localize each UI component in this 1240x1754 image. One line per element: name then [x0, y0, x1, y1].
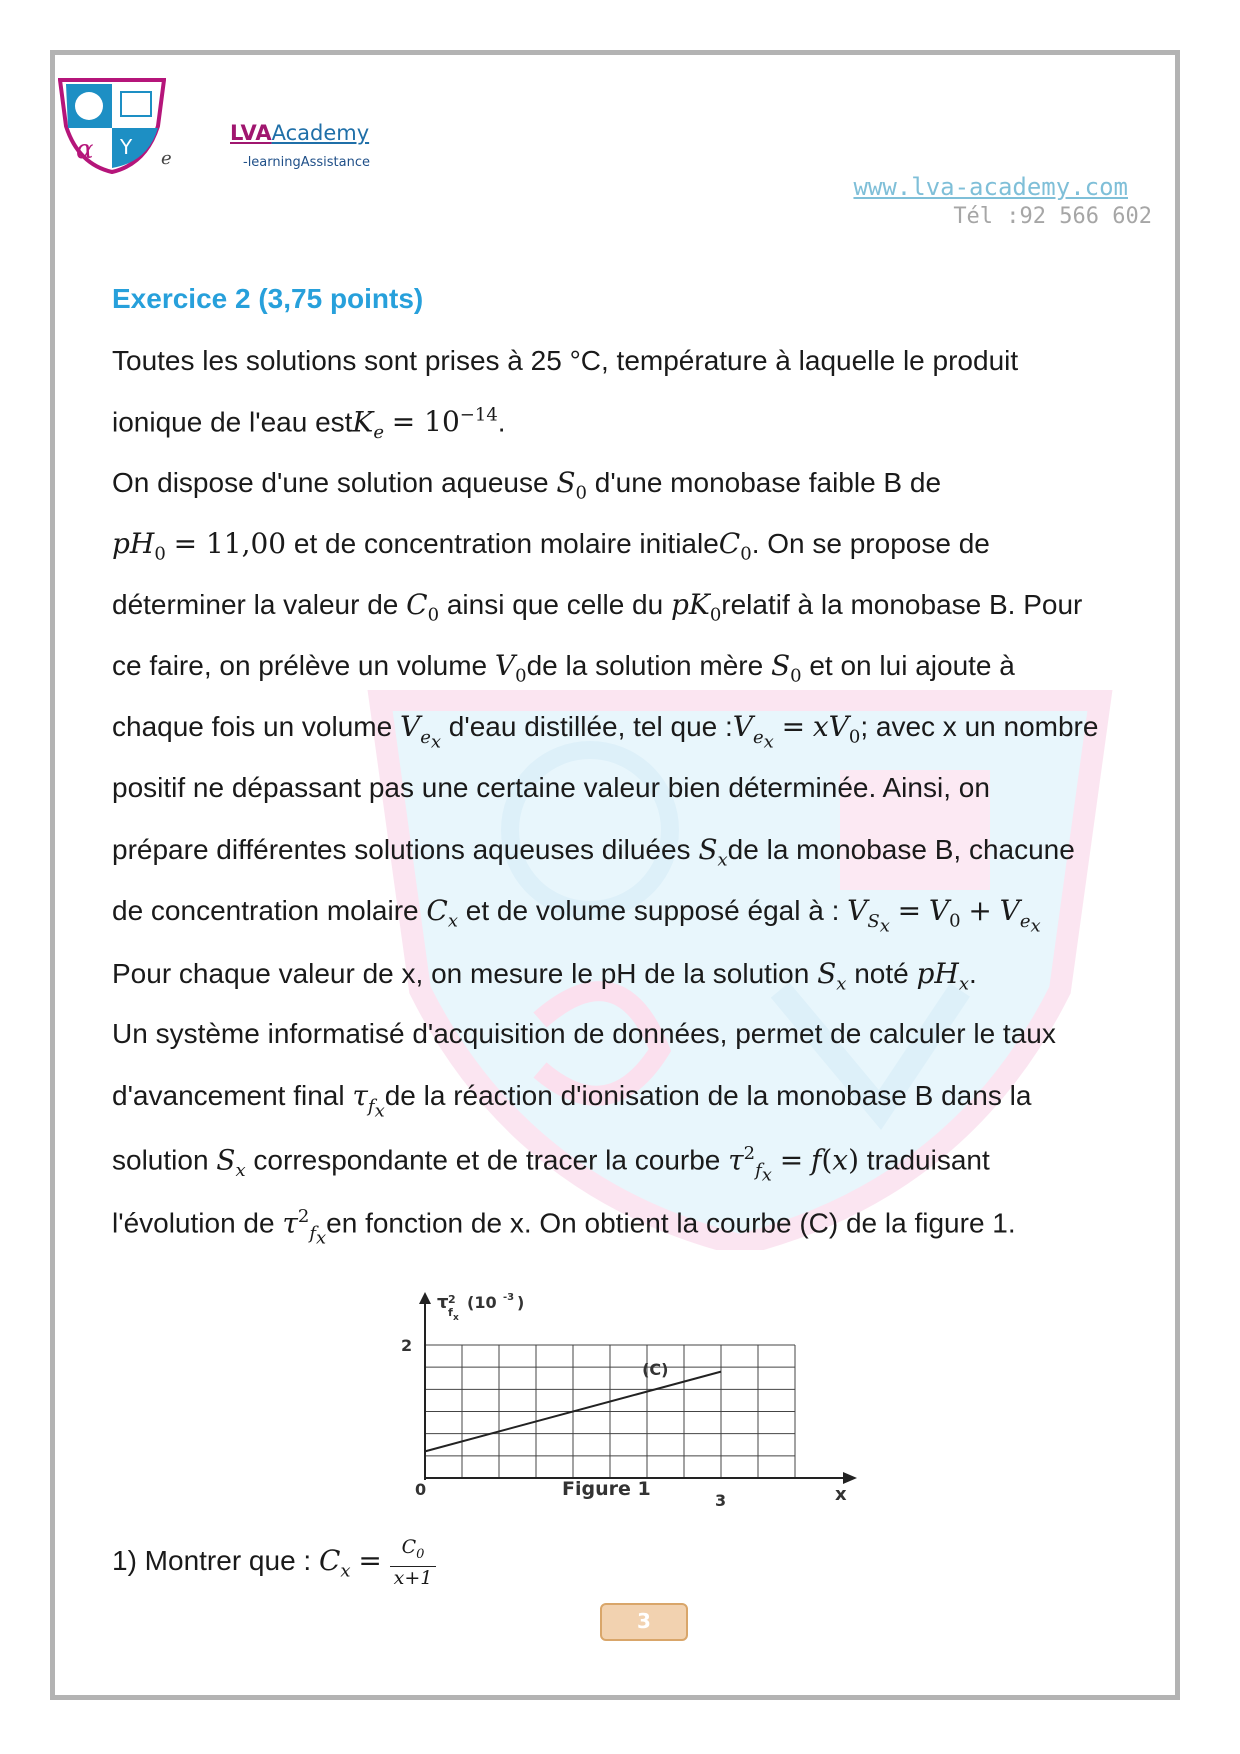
phone-number: Tél :92 566 602 [953, 204, 1152, 229]
paragraph-line: l'évolution de $\tau^2_{f_x}en$ fonction de x. On obtient la courbe (C) de la figure 1. [112, 1206, 1016, 1249]
origin-label: 0 [415, 1480, 427, 1499]
svg-text:f: f [448, 1306, 453, 1319]
fraction-numerator-sub: 0 [416, 1546, 425, 1562]
website-link[interactable]: www.lva-academy.com [853, 173, 1128, 201]
paragraph-line: ionique de l'eau estK$_e$ = $10^{-14}$. [112, 405, 506, 443]
paragraph-line: $pH_0 = 11,00$ et de concentration molaire initialeC$_0$. On se propose de [112, 527, 990, 565]
logo-e-letter: e [161, 148, 172, 169]
paragraph-line: Un système informatisé d'acquisition de données, permet de calculer le taux [112, 1018, 1056, 1049]
paragraph-line: chaque fois un volume $V_{e_x}$ d'eau distillée, tel que $:V_{e_x} = xV_0$; avec x un nombre [112, 710, 1099, 753]
x-axis-arrow [843, 1472, 857, 1484]
svg-text:α: α [76, 135, 94, 165]
paragraph-line: solution $S_x$ correspondante et de tracer la courbe $\tau^2_{f_x} = f(x)$ traduisant [112, 1143, 990, 1186]
svg-text:x: x [453, 1313, 459, 1323]
question-1-lhs-sub: x [340, 1560, 351, 1582]
page-number: 3 [600, 1603, 688, 1641]
figure-caption: Figure 1 [562, 1478, 651, 1500]
paragraph-line: ce faire, on prélève un volume $V_0de$ la solution mère $S_0$ et on lui ajoute à [112, 649, 1015, 687]
curve-label: (C) [642, 1359, 669, 1379]
paragraph-line: déterminer la valeur de $C_0$ ainsi que celle du $pK_0relatif$ à la monobase B. Pour [112, 588, 1083, 626]
brand-academy: Academy [271, 121, 370, 145]
fraction-denominator: x+1 [393, 1566, 433, 1589]
brand-tagline: -learningAssistance [243, 155, 370, 170]
paragraph-line: d'avancement final $\tau_{f_x}de$ la réaction d'ionisation de la monobase B dans la [112, 1079, 1032, 1122]
paragraph-line: positif ne dépassant pas une certaine valeur bien déterminée. Ainsi, on [112, 772, 990, 803]
exercise-title: Exercice 2 (3,75 points) [112, 283, 424, 314]
y-axis-unit: (10 [467, 1293, 497, 1312]
svg-text:): ) [517, 1293, 525, 1312]
brand-name [230, 121, 369, 145]
question-1-lhs: C [318, 1543, 341, 1577]
paragraph-line: prépare différentes solutions aqueuses diluées $S_xde$ la monobase B, chacune [112, 833, 1075, 871]
svg-text:Y: Y [120, 135, 133, 159]
fraction-numerator: C [401, 1536, 417, 1558]
y-axis-unit-exp: -3 [503, 1292, 515, 1303]
paragraph-line: Pour chaque valeur de x, on mesure le pH de la solution $S_x$ noté $pH_x$. [112, 957, 977, 995]
y-tick-label: 2 [401, 1336, 413, 1355]
figure-1-chart [395, 1290, 865, 1510]
paragraph-line: Toutes les solutions sont prises à 25 °C, température à laquelle le produit [112, 345, 1019, 376]
question-1: 1) Montrer que : $C_x$ = $\frac{C_0}{x+1}$ [112, 1536, 436, 1589]
x-tick-label: 3 [715, 1491, 727, 1510]
academy-logo [58, 78, 166, 174]
svg-text:τ: τ [437, 1292, 449, 1313]
question-1-text: 1) Montrer que : [112, 1544, 319, 1576]
question-1-fraction [390, 1536, 437, 1589]
svg-text:2: 2 [448, 1293, 456, 1306]
paragraph-line: On dispose d'une solution aqueuse $S_0$ d'une monobase faible B de [112, 466, 942, 504]
brand-lva: LVA [230, 121, 272, 145]
y-axis-arrow [419, 1292, 431, 1304]
paragraph-line: de concentration molaire $C_x$ et de volume supposé égal à : $V_{S_x} = V_0 + V_{e_x}$ [112, 894, 1041, 937]
x-axis-label: x [835, 1484, 847, 1505]
